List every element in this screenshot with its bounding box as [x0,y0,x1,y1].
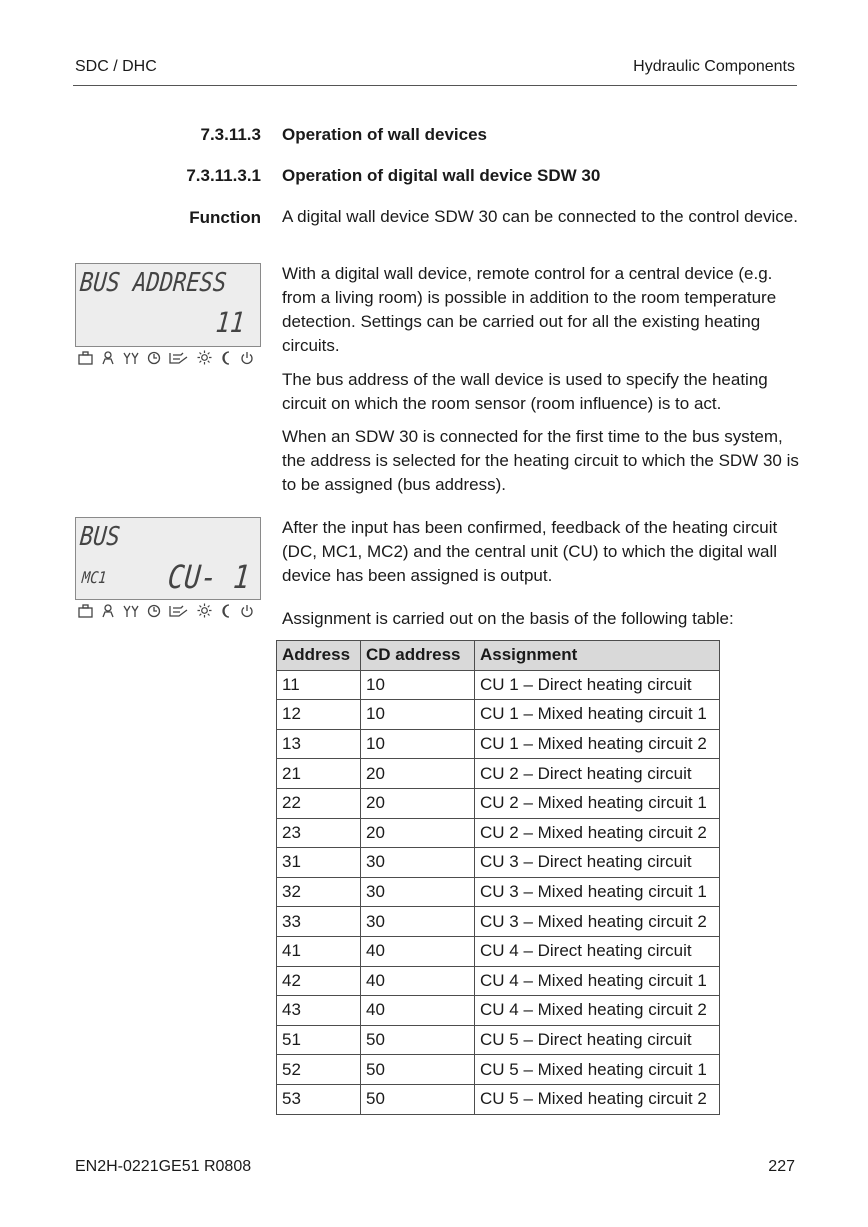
cell-assignment: CU 3 – Mixed heating circuit 1 [475,877,720,907]
lcd-display-bus-address [75,263,261,347]
cell-cd-address: 20 [361,818,475,848]
cell-assignment: CU 4 – Mixed heating circuit 1 [475,966,720,996]
lcd-icon-row [78,603,254,618]
cell-cd-address: 30 [361,848,475,878]
table-row [277,788,720,818]
cell-cd-address: 50 [361,1025,475,1055]
cell-assignment: CU 2 – Mixed heating circuit 1 [475,788,720,818]
cell-cd-address: 40 [361,996,475,1026]
paragraph-intro: A digital wall device SDW 30 can be connected to the control device. [282,207,798,226]
cell-cd-address: 10 [361,670,475,700]
moon-icon [220,351,232,365]
column-header-cd-address: CD address [361,641,475,671]
table-row [277,966,720,996]
cell-cd-address: 10 [361,729,475,759]
assignment-table [276,640,720,1115]
clock-icon [147,351,161,365]
table-row [277,936,720,966]
table-row [277,848,720,878]
hand-icon [169,604,189,618]
cell-address: 52 [277,1055,361,1085]
sun-icon [197,350,212,365]
paragraph-table-intro: Assignment is carried out on the basis of the following table: [282,609,734,628]
cell-assignment: CU 3 – Mixed heating circuit 2 [475,907,720,937]
column-header-assignment: Assignment [475,641,720,671]
briefcase-icon [78,351,93,365]
cell-address: 42 [277,966,361,996]
hand-icon [169,351,189,365]
cell-assignment: CU 5 – Direct heating circuit [475,1025,720,1055]
table-header-row [277,641,720,671]
lcd-line-1: BUS [78,522,122,552]
paragraph-feedback: After the input has been confirmed, feedback of the heating circuit (DC, MC1, MC2) and the central unit (CU) to which the digital wall device has been assigned is output. [282,518,778,585]
lcd-line-2-right: 11 [214,306,247,339]
cell-address: 11 [277,670,361,700]
cell-cd-address: 50 [361,1055,475,1085]
person-icon [101,351,115,365]
table-row [277,996,720,1026]
cell-address: 12 [277,700,361,730]
cell-assignment: CU 5 – Mixed heating circuit 2 [475,1084,720,1114]
sun-icon [197,603,212,618]
table-row [277,818,720,848]
running-header-left: SDC / DHC [75,58,157,75]
cell-assignment: CU 1 – Direct heating circuit [475,670,720,700]
cell-address: 13 [277,729,361,759]
table-row [277,759,720,789]
document-code: EN2H-0221GE51 R0808 [75,1158,252,1175]
cell-cd-address: 10 [361,700,475,730]
table-row [277,1055,720,1085]
table-row [277,729,720,759]
cell-assignment: CU 4 – Direct heating circuit [475,936,720,966]
lcd-display-bus-assignment [75,517,261,600]
lcd-line-1: BUS ADDRESS [78,268,228,298]
cell-assignment: CU 4 – Mixed heating circuit 2 [475,996,720,1026]
cell-cd-address: 30 [361,907,475,937]
table-row [277,877,720,907]
table-row [277,907,720,937]
cell-address: 21 [277,759,361,789]
cell-address: 41 [277,936,361,966]
cell-assignment: CU 1 – Mixed heating circuit 1 [475,700,720,730]
cell-cd-address: 40 [361,966,475,996]
table-row [277,670,720,700]
power-icon [240,351,254,365]
cell-address: 22 [277,788,361,818]
cell-address: 31 [277,848,361,878]
glasses-icon [123,351,139,365]
lcd-line-2-right: CU- 1 [166,558,252,596]
cell-address: 43 [277,996,361,1026]
briefcase-icon [78,604,93,618]
subsection-title: Operation of digital wall device SDW 30 [282,166,601,185]
running-header-right: Hydraulic Components [633,58,795,75]
header-divider [73,85,797,86]
cell-cd-address: 30 [361,877,475,907]
table-row [277,1084,720,1114]
power-icon [240,604,254,618]
cell-address: 53 [277,1084,361,1114]
cell-assignment: CU 2 – Mixed heating circuit 2 [475,818,720,848]
cell-assignment: CU 5 – Mixed heating circuit 1 [475,1055,720,1085]
cell-address: 23 [277,818,361,848]
cell-assignment: CU 1 – Mixed heating circuit 2 [475,729,720,759]
section-number: 7.3.11.3 [200,125,261,144]
lcd-icon-row [78,350,254,365]
cell-assignment: CU 3 – Direct heating circuit [475,848,720,878]
cell-cd-address: 20 [361,788,475,818]
cell-assignment: CU 2 – Direct heating circuit [475,759,720,789]
subsection-number: 7.3.11.3.1 [186,166,261,185]
paragraph-remote-control: With a digital wall device, remote control for a central device (e.g. from a living room) is possible in addition to the room temperature detection. Settings can be carried out for all the existing heating circuits. [282,264,777,355]
paragraph-first-connection: When an SDW 30 is connected for the first time to the bus system, the address is selected for the heating circuit to which the SDW 30 is to be assigned (bus address). [282,427,799,494]
cell-address: 32 [277,877,361,907]
cell-cd-address: 40 [361,936,475,966]
section-title: Operation of wall devices [282,125,488,144]
function-label: Function [189,208,261,227]
cell-cd-address: 20 [361,759,475,789]
person-icon [101,604,115,618]
paragraph-bus-address: The bus address of the wall device is used to specify the heating circuit on which the room sensor (room influence) is to act. [282,370,768,413]
moon-icon [220,604,232,618]
clock-icon [147,604,161,618]
cell-address: 51 [277,1025,361,1055]
table-row [277,1025,720,1055]
lcd-line-2-left: MC1 [81,568,108,587]
page-number: 227 [768,1158,795,1175]
column-header-address: Address [277,641,361,671]
cell-address: 33 [277,907,361,937]
table-row [277,700,720,730]
cell-cd-address: 50 [361,1084,475,1114]
table-body [277,670,720,1114]
glasses-icon [123,604,139,618]
